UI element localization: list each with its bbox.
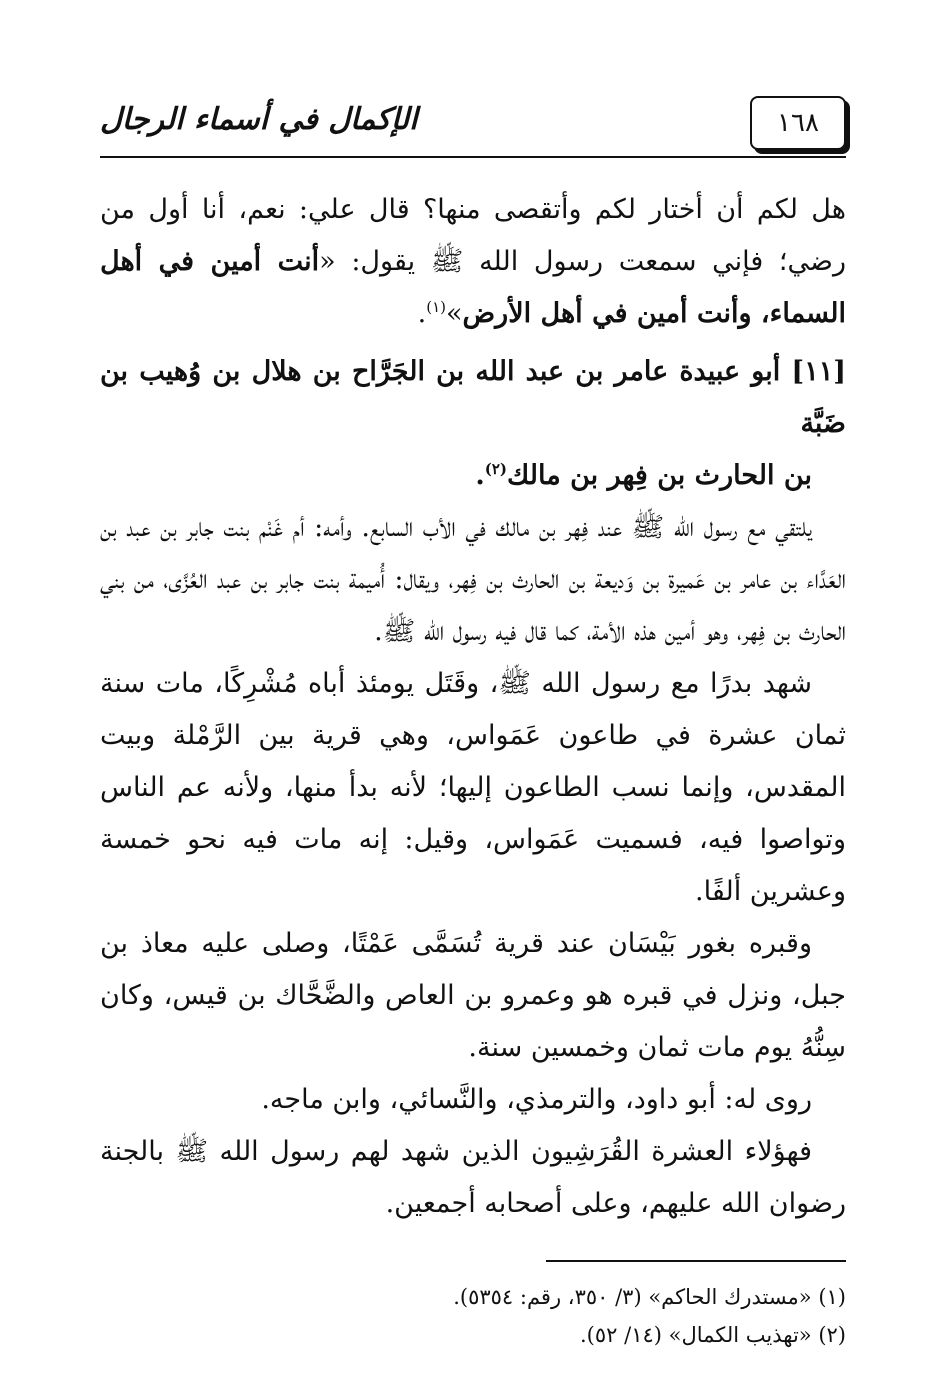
footnote-separator-wrap bbox=[100, 1230, 846, 1262]
paragraph-narrators: روى له: أبو داود، والترمذي، والنَّسائي، وابن ماجه. bbox=[261, 1084, 812, 1115]
paragraph-end: . bbox=[417, 298, 427, 329]
paragraph-death: شهد بدرًا مع رسول الله ﷺ، وقَتَل يومئذ أباه مُشْرِكًا، مات سنة ثمان عشرة في طاعون عَمَواس، وهي قرية بين الرَّمْلة وبيت المقدس، وإنما نسب الطاعون إليها؛ لأنه بدأ منها، ولأنه عم الناس وتواصوا فيه، فسميت عَمَواس، وقيل: إنه مات فيه نحو خمسة وعشرين ألفًا. bbox=[100, 668, 846, 907]
footnote-ref-1[interactable]: (١) bbox=[426, 298, 446, 316]
entry-title-line-2-wrap bbox=[100, 450, 846, 502]
quote-close: » bbox=[445, 298, 463, 329]
page-body bbox=[100, 184, 846, 1230]
paragraph-burial: وقبره بغور بَيْسَان عند قرية تُسَمَّى عَمْتًا، وصلى عليه معاذ بن جبل، ونزل في قبره هو وعمرو بن العاص والضَّحَّاك بن قيس، وكان سِنُّهُ يوم مات ثمان وخمسين سنة. bbox=[100, 928, 846, 1063]
entry-title-line-1: أبو عبيدة عامر بن عبد الله بن الجَرَّاح بن هلال بن وُهيب بن ضَبَّة bbox=[100, 356, 846, 439]
entry-heading bbox=[100, 346, 846, 502]
entry-number: [١١] bbox=[791, 356, 846, 387]
entry-end: . bbox=[475, 460, 485, 491]
paragraph-lineage: يلتقي مع رسول الله ﷺ عند فِهر بن مالك في الأب السابع. وأمه: أم غَنْم بنت جابر بن عبد بن العَدَّاء بن عامر بن عَميرة بن وَديعة بن الحارث بن فِهر، ويقال: أُميمة بنت جابر بن عبد العُزَّى، من بني الحارث بن فِهر، وهو أمين هذه الأمة، كما قال فيه رسول الله ﷺ. bbox=[100, 512, 846, 647]
page-header bbox=[100, 86, 846, 158]
page-number: ١٦٨ bbox=[750, 96, 846, 150]
footnote-2: (٢) «تهذيب الكمال» (١٤/ ٥٢). bbox=[580, 1323, 846, 1347]
paragraph-text: هل لكم أن أختار لكم وأتقصى منها؟ قال علي: نعم، أنا أول من رضي؛ فإني سمعت رسول الله ﷺ يقول: « bbox=[100, 194, 846, 277]
hadith-quote: أنت أمين في أهل السماء، وأنت أمين في أهل الأرض bbox=[100, 246, 846, 329]
footnote-separator bbox=[546, 1260, 846, 1262]
book-page bbox=[100, 86, 846, 1356]
footnotes bbox=[100, 1278, 846, 1354]
footnote-1: (١) «مستدرك الحاكم» (٣/ ٣٥٠، رقم: ٥٣٥٤). bbox=[453, 1285, 846, 1309]
entry-title-line-2: بن الحارث بن فِهر بن مالك bbox=[507, 460, 812, 491]
paragraph-hadith bbox=[100, 184, 846, 340]
footnote-ref-2[interactable]: (٢) bbox=[484, 460, 508, 478]
paragraph-closing: فهؤلاء العشرة القُرَشِيون الذين شهد لهم رسول الله ﷺ بالجنة رضوان الله عليهم، وعلى أصحابه أجمعين. bbox=[100, 1136, 846, 1219]
running-title: الإكمال في أسماء الرجال bbox=[100, 102, 418, 137]
